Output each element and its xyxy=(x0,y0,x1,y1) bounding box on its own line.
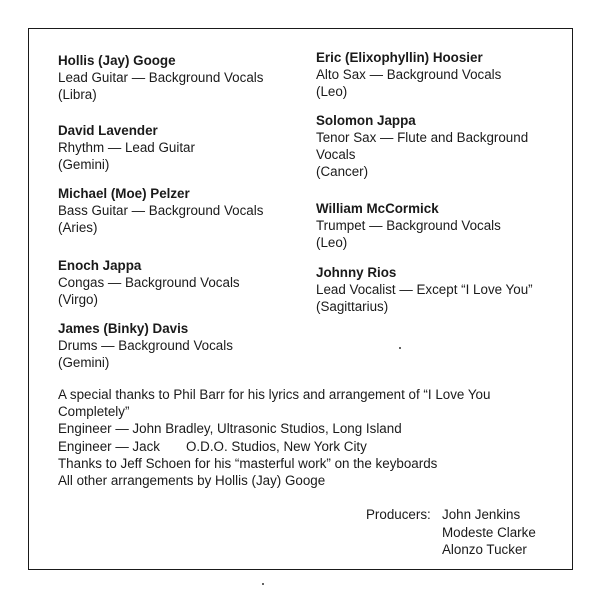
member-name: James (Binky) Davis xyxy=(58,321,189,336)
member-entry xyxy=(316,264,533,315)
credit-line: All other arrangements by Hollis (Jay) Googe xyxy=(58,473,326,489)
member-role: Tenor Sax — Flute and Background xyxy=(316,130,529,145)
credit-line: Engineer — John Bradley, Ultrasonic Studios, Long Island xyxy=(58,421,402,437)
member-role: Bass Guitar — Background Vocals xyxy=(58,203,264,218)
member-sign: (Cancer) xyxy=(316,164,369,179)
member-sign: (Virgo) xyxy=(58,292,98,307)
member-entry xyxy=(58,122,195,173)
credit-line: Engineer — Jack O.D.O. Studios, New York City xyxy=(58,438,367,454)
member-role: Trumpet — Background Vocals xyxy=(316,218,501,233)
member-name: David Lavender xyxy=(58,123,158,138)
producer-name: Modeste Clarke xyxy=(442,524,536,540)
producers-label: Producers: xyxy=(366,507,431,522)
member-role: Vocals xyxy=(316,147,356,162)
member-name: Michael (Moe) Pelzer xyxy=(58,186,190,201)
member-role: Lead Vocalist — Except “I Love You” xyxy=(316,282,533,297)
member-entry xyxy=(316,49,501,100)
member-role: Congas — Background Vocals xyxy=(58,275,240,290)
member-sign: (Leo) xyxy=(316,84,348,99)
member-name: Johnny Rios xyxy=(316,265,397,280)
member-sign: (Leo) xyxy=(316,235,348,250)
member-name: Solomon Jappa xyxy=(316,113,416,128)
credit-line: A special thanks to Phil Barr for his lyrics and arrangement of “I Love You xyxy=(58,387,491,402)
member-sign: (Gemini) xyxy=(58,355,110,370)
member-role: Rhythm — Lead Guitar xyxy=(58,140,195,155)
member-sign: (Aries) xyxy=(58,220,98,235)
scan-speck xyxy=(399,347,401,349)
producer-name: Alonzo Tucker xyxy=(442,542,527,557)
member-name: Enoch Jappa xyxy=(58,258,142,273)
member-role: Drums — Background Vocals xyxy=(58,338,233,353)
credit-line: Thanks to Jeff Schoen for his “masterful work” on the keyboards xyxy=(58,455,438,471)
member-entry xyxy=(58,257,240,308)
scan-speck xyxy=(262,583,264,585)
member-entry xyxy=(58,185,263,236)
member-sign: (Gemini) xyxy=(58,157,110,172)
member-entry xyxy=(316,112,528,180)
member-name: Eric (Elixophyllin) Hoosier xyxy=(316,50,483,65)
producers-names xyxy=(442,506,536,559)
credits-block xyxy=(58,386,490,489)
member-sign: (Sagittarius) xyxy=(316,299,389,314)
producer-name: John Jenkins xyxy=(442,507,521,522)
member-role: Lead Guitar — Background Vocals xyxy=(58,70,264,85)
member-name: William McCormick xyxy=(316,201,439,216)
member-entry xyxy=(58,52,263,103)
member-name: Hollis (Jay) Googe xyxy=(58,53,176,68)
member-sign: (Libra) xyxy=(58,87,97,102)
member-role: Alto Sax — Background Vocals xyxy=(316,67,502,82)
member-entry xyxy=(316,200,501,251)
credit-line: Completely” xyxy=(58,404,130,420)
member-entry xyxy=(58,320,233,371)
